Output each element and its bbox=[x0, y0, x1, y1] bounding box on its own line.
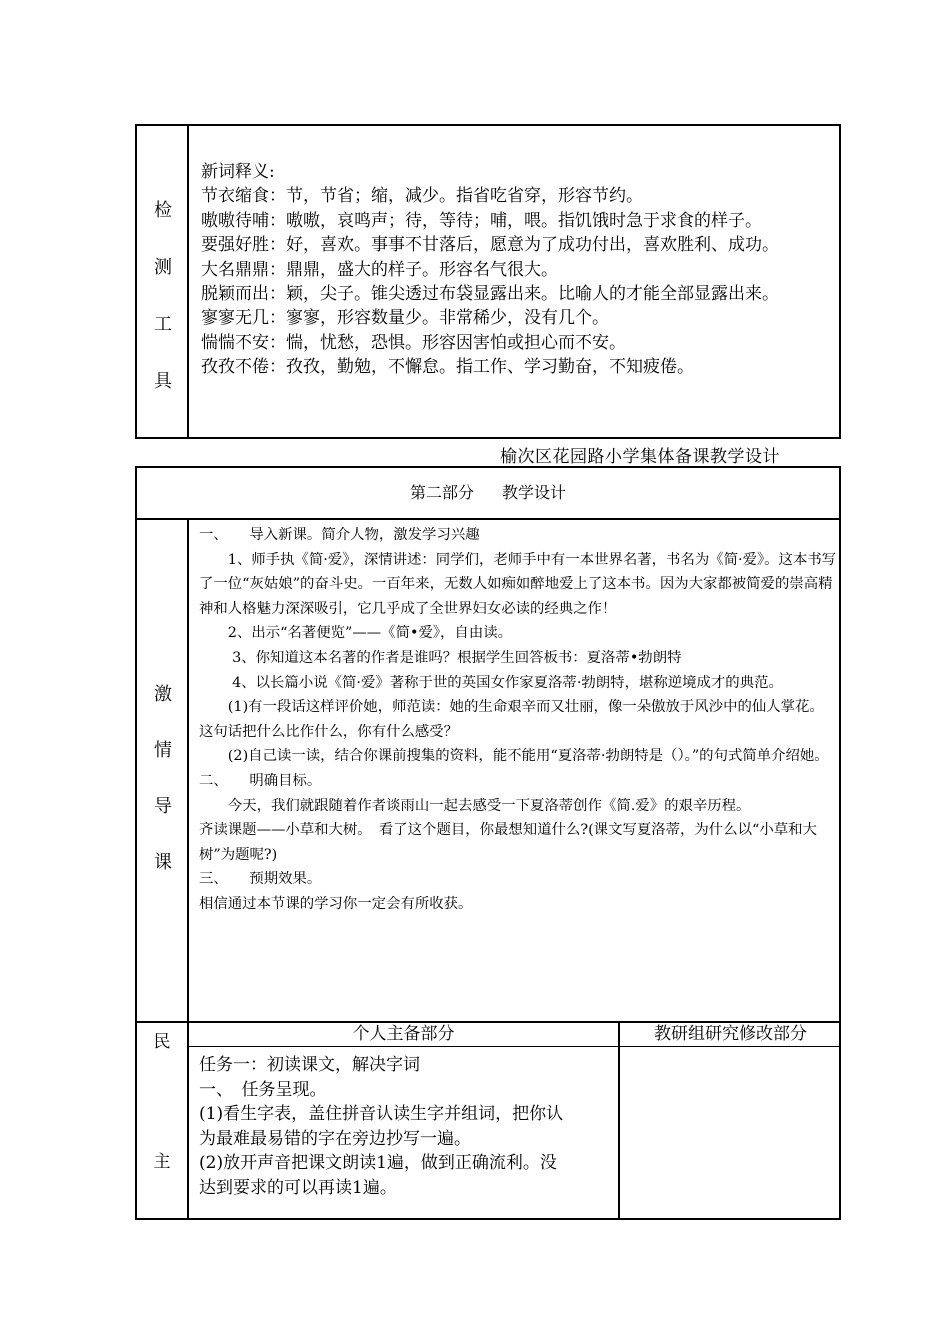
paragraph: (1)有一段话这样评价她，师范读：她的生命艰辛而又壮丽，像一朵傲放于风沙中的仙人掌花。 bbox=[227, 699, 824, 716]
vocab-line: 孜孜不倦：孜孜，勤勉，不懈怠。指工作、学习勤奋，不知疲倦。 bbox=[201, 357, 694, 378]
side-char: 情 bbox=[154, 740, 172, 761]
lesson-design-table bbox=[135, 466, 841, 1220]
vocab-side-label bbox=[137, 196, 189, 424]
vocab-heading: 新词释义: bbox=[201, 162, 275, 182]
intro-content bbox=[199, 523, 839, 917]
side-char: 导 bbox=[154, 796, 172, 817]
part-header bbox=[137, 468, 839, 520]
intro-side-label bbox=[137, 680, 189, 904]
task-line: 任务一：初读课文，解决字词 bbox=[199, 1055, 420, 1075]
vocab-line: 大名鼎鼎：鼎鼎，盛大的样子。形容名气很大。 bbox=[201, 259, 558, 280]
side-char: 检 bbox=[154, 200, 172, 221]
paragraph: (2)自己读一读，结合你课前搜集的资料，能不能用“夏洛蒂·勃朗特是（）。”的句式简单介绍她。 bbox=[227, 748, 829, 765]
vocab-line: 节衣缩食：节，节省；缩，减少。指省吃省穿，形容节约。 bbox=[201, 186, 643, 207]
section-heading: 一、 导入新课。简介人物，激发学习兴趣 bbox=[199, 527, 480, 543]
intro-side-cell bbox=[137, 520, 189, 1022]
part-title: 教学设计 bbox=[502, 483, 567, 502]
vocab-line: 惴惴不安：惴，忧愁，恐惧。形容因害怕或担心而不安。 bbox=[201, 332, 626, 353]
group-column bbox=[620, 1023, 841, 1220]
democratic-side-cell bbox=[137, 1023, 189, 1220]
vocab-line: 寥寥无几：寥寥，形容数量少。非常稀少，没有几个。 bbox=[201, 308, 609, 329]
section-heading: 三、 预期效果。 bbox=[199, 871, 322, 888]
personal-column bbox=[189, 1023, 620, 1220]
paragraph: 今天，我们就跟随着作者谈雨山一起去感受一下夏洛蒂创作《简.爱》的艰辛历程。 bbox=[227, 797, 751, 814]
vocab-side-cell bbox=[137, 126, 189, 437]
paragraph: 2、出示“名著便览”——《简•爱》，自由读。 bbox=[227, 625, 512, 642]
side-char: 具 bbox=[154, 371, 172, 392]
paragraph: 1、师手执《简·爱》，深情讲述：同学们，老师手中有一本世界名著，书名为《简·爱》。这本书写了一位“灰姑娘”的奋斗史。一百年来，无数人如痴如醉地爱上了这本书。因为大家都被简爱的崇高精神和人格魅力深深吸引，它几乎成了全世界妇女必读的经典之作！ bbox=[199, 551, 837, 617]
paragraph: 3、你知道这本名著的作者是谁吗？根据学生回答板书：夏洛蒂•勃朗特 bbox=[232, 649, 682, 666]
personal-column-header: 个人主备部分 bbox=[189, 1023, 618, 1047]
side-char: 民 bbox=[153, 1032, 171, 1052]
vocab-table bbox=[135, 124, 841, 439]
vocab-line: 脱颖而出：颖，尖子。锥尖透过布袋显露出来。比喻人的才能全部显露出来。 bbox=[201, 284, 779, 305]
paragraph: 相信通过本节课的学习你一定会有所收获。 bbox=[199, 895, 473, 912]
side-char: 工 bbox=[154, 314, 172, 335]
side-char: 主 bbox=[153, 1152, 171, 1172]
task-line: 达到要求的可以再读1遍。 bbox=[199, 1177, 397, 1198]
vocab-line: 要强好胜：好，喜欢。事事不甘落后，愿意为了成功付出，喜欢胜利、成功。 bbox=[201, 235, 779, 256]
paragraph: 4、以长篇小说《简·爱》著称于世的英国女作家夏洛蒂·勃朗特，堪称逆境成才的典范。 bbox=[232, 674, 783, 691]
democratic-row bbox=[137, 1023, 839, 1220]
task-line: (1)看生字表，盖住拼音认读生字并组词，把你认 bbox=[199, 1104, 564, 1124]
side-char: 激 bbox=[154, 684, 172, 705]
school-title: 榆次区花园路小学集体备课教学设计 bbox=[500, 447, 780, 467]
task-line: 一、 任务呈现。 bbox=[199, 1079, 327, 1100]
side-char: 课 bbox=[154, 852, 172, 873]
task-line: (2)放开声音把课文朗读1遍，做到正确流利。没 bbox=[199, 1153, 557, 1173]
paragraph: 齐读课题——小草和大树。 看了这个题目，你最想知道什么?(课文写夏洛蒂，为什么以“小草和大树”为题呢?) bbox=[199, 822, 817, 863]
group-column-header: 教研组研究修改部分 bbox=[620, 1023, 841, 1047]
section-heading: 二、 明确目标。 bbox=[199, 772, 322, 789]
task-line: 为最难最易错的字在旁边抄写一遍。 bbox=[199, 1128, 471, 1149]
vocab-content bbox=[201, 160, 841, 380]
part-label: 第二部分 bbox=[409, 483, 474, 502]
paragraph: 这句话把什么比作什么，你有什么感受？ bbox=[199, 723, 459, 740]
task-content bbox=[199, 1053, 619, 1200]
side-char: 测 bbox=[154, 257, 172, 278]
vocab-line: 嗷嗷待哺：嗷嗷，哀鸣声；待，等待；哺，喂。指饥饿时急于求食的样子。 bbox=[201, 210, 762, 231]
